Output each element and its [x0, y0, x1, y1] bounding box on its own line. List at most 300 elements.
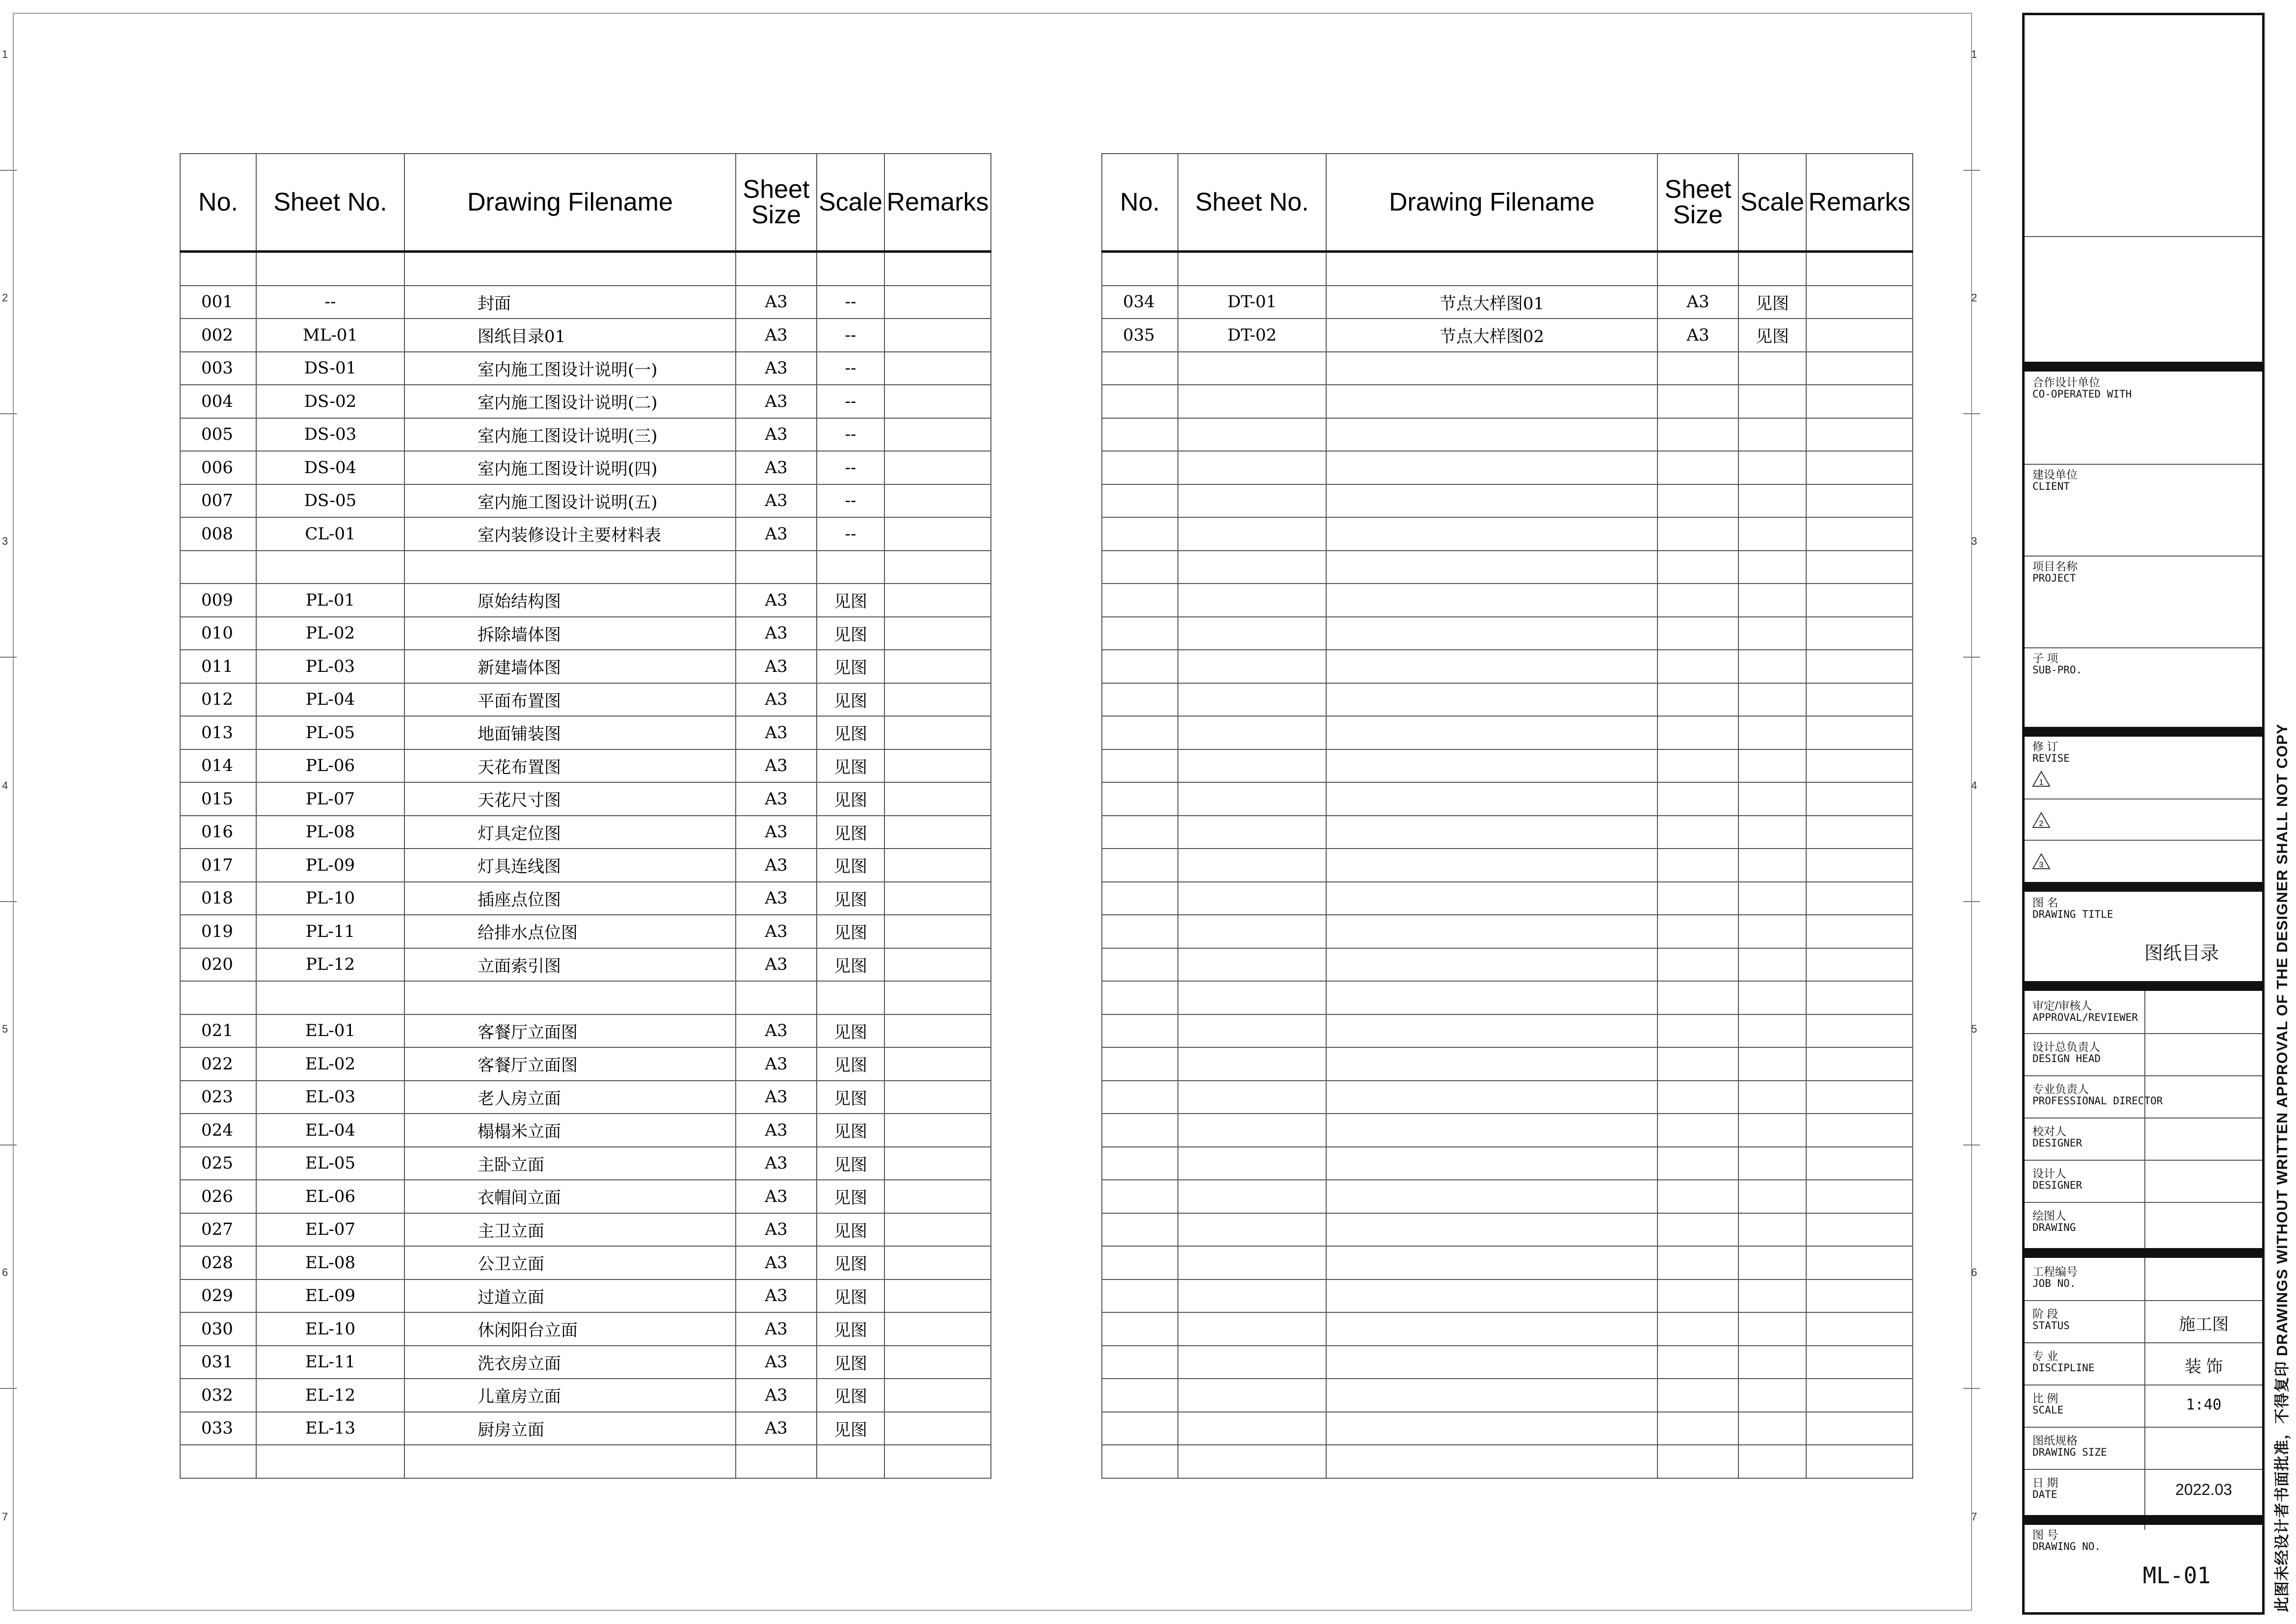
- cell-no: 034: [1102, 286, 1178, 319]
- cell-sheet-no: PL-07: [256, 782, 404, 816]
- cell-sheet-size: A3: [736, 1412, 817, 1445]
- cell-sheet-size: A3: [736, 782, 817, 816]
- cell-remarks: [884, 849, 991, 882]
- cell-drawing-filename: 室内施工图设计说明(二): [404, 385, 736, 418]
- cell-no: [1102, 1412, 1178, 1445]
- divider: [2025, 1075, 2262, 1076]
- cell-scale: [1738, 915, 1806, 948]
- cell-remarks: [884, 915, 991, 948]
- table-row: [1102, 484, 1913, 518]
- cell-sheet-size: A3: [736, 1147, 817, 1180]
- cell-sheet-no: EL-09: [256, 1279, 404, 1313]
- cell-remarks: [1806, 1014, 1913, 1048]
- cell-scale: [1738, 1412, 1806, 1445]
- cell-no: [1102, 517, 1178, 551]
- table-row: [180, 782, 991, 816]
- table-row: [1102, 1014, 1913, 1048]
- table-row: [180, 617, 991, 650]
- cell-scale: 见图: [817, 1081, 884, 1114]
- cell-remarks: [1806, 915, 1913, 948]
- divider: [2025, 1427, 2262, 1428]
- cell-sheet-size: [1657, 584, 1738, 617]
- cell-scale: [1738, 484, 1806, 518]
- cell-drawing-filename: [1326, 1213, 1657, 1247]
- cell-remarks: [884, 1047, 991, 1081]
- cell-sheet-size: [736, 981, 817, 1014]
- cell-no: 014: [180, 749, 256, 783]
- cell-sheet-no: DT-02: [1178, 319, 1326, 352]
- cell-scale: [1738, 716, 1806, 749]
- svg-text:3: 3: [2039, 861, 2044, 869]
- label-professional-director: 专业负责人 PROFESSIONAL DIRECTOR: [2032, 1083, 2163, 1107]
- cell-scale: --: [817, 418, 884, 452]
- cell-no: 001: [180, 286, 256, 319]
- divider-thick: [2025, 1248, 2262, 1258]
- cell-drawing-filename: 封面: [404, 286, 736, 319]
- cell-sheet-no: [256, 252, 404, 286]
- cell-sheet-no: PL-08: [256, 816, 404, 849]
- cell-remarks: [1806, 517, 1913, 551]
- table-row: [180, 517, 991, 551]
- cell-sheet-no: [1178, 1114, 1326, 1147]
- cell-drawing-filename: [1326, 749, 1657, 783]
- table-row: [1102, 1445, 1913, 1478]
- cell-remarks: [1806, 451, 1913, 484]
- cell-sheet-size: [1657, 1412, 1738, 1445]
- cell-scale: 见图: [817, 915, 884, 948]
- cell-remarks: [884, 1412, 991, 1445]
- cell-sheet-no: DS-03: [256, 418, 404, 452]
- cell-sheet-size: [1657, 749, 1738, 783]
- table-row: [180, 1147, 991, 1180]
- table-row: [180, 319, 991, 352]
- cell-scale: [1738, 1445, 1806, 1478]
- label-drawing-size: 图纸规格 DRAWING SIZE: [2032, 1434, 2107, 1458]
- cell-no: [1102, 915, 1178, 948]
- table-row: [180, 286, 991, 319]
- cell-drawing-filename: [1326, 617, 1657, 650]
- cell-sheet-size: A3: [736, 517, 817, 551]
- cell-scale: [1738, 1081, 1806, 1114]
- cell-sheet-size: [1657, 617, 1738, 650]
- cell-drawing-filename: 立面索引图: [404, 948, 736, 982]
- zone-tick: [1963, 170, 1980, 171]
- table-row: [1102, 319, 1913, 352]
- cell-no: [1102, 849, 1178, 882]
- cell-scale: 见图: [817, 1379, 884, 1412]
- label-job-no: 工程编号 JOB NO.: [2032, 1265, 2078, 1289]
- cell-no: 013: [180, 716, 256, 749]
- header-scale: Scale: [817, 154, 884, 252]
- cell-sheet-no: [1178, 1379, 1326, 1412]
- cell-remarks: [1806, 1047, 1913, 1081]
- cell-remarks: [1806, 1445, 1913, 1478]
- table-row: [1102, 517, 1913, 551]
- header-remarks: Remarks: [884, 154, 991, 252]
- table-row: [180, 1412, 991, 1445]
- cell-remarks: [884, 1147, 991, 1180]
- table-row: [1102, 749, 1913, 783]
- zone-mark-right: 6: [1971, 1266, 1977, 1278]
- cell-no: 006: [180, 451, 256, 484]
- cell-remarks: [884, 617, 991, 650]
- cell-scale: [1738, 1014, 1806, 1048]
- divider: [2025, 1300, 2262, 1301]
- divider: [2025, 464, 2262, 465]
- cell-no: [1102, 451, 1178, 484]
- cell-drawing-filename: 客餐厅立面图: [404, 1047, 736, 1081]
- cell-no: [1102, 1213, 1178, 1247]
- cell-sheet-size: [1657, 1147, 1738, 1180]
- cell-scale: [1738, 418, 1806, 452]
- cell-drawing-filename: 室内施工图设计说明(五): [404, 484, 736, 518]
- cell-drawing-filename: [1326, 517, 1657, 551]
- cell-scale: [817, 551, 884, 584]
- cell-drawing-filename: 公卫立面: [404, 1246, 736, 1279]
- cell-drawing-filename: [1326, 1180, 1657, 1213]
- cell-scale: --: [817, 352, 884, 385]
- cell-drawing-filename: [404, 981, 736, 1014]
- cell-remarks: [884, 749, 991, 783]
- cell-no: [1102, 385, 1178, 418]
- cell-drawing-filename: [1326, 1047, 1657, 1081]
- cell-drawing-filename: 儿童房立面: [404, 1379, 736, 1412]
- cell-remarks: [884, 319, 991, 352]
- cell-remarks: [1806, 1114, 1913, 1147]
- table-row: [180, 584, 991, 617]
- cell-sheet-size: A3: [736, 1312, 817, 1346]
- cell-remarks: [1806, 319, 1913, 352]
- cell-sheet-size: [1657, 1180, 1738, 1213]
- cell-scale: 见图: [817, 1213, 884, 1247]
- cell-remarks: [884, 1312, 991, 1346]
- cell-remarks: [1806, 286, 1913, 319]
- table-row: [180, 1081, 991, 1114]
- cell-remarks: [1806, 584, 1913, 617]
- cell-sheet-no: [1178, 650, 1326, 683]
- cell-remarks: [884, 352, 991, 385]
- cell-remarks: [884, 1279, 991, 1313]
- cell-sheet-size: [1657, 418, 1738, 452]
- table-header-row: [180, 154, 991, 252]
- cell-scale: 见图: [817, 1147, 884, 1180]
- table-row: [180, 1312, 991, 1346]
- header-drawing-filename: Drawing Filename: [1326, 154, 1657, 252]
- table-row: [1102, 1180, 1913, 1213]
- cell-remarks: [884, 517, 991, 551]
- cell-no: 009: [180, 584, 256, 617]
- cell-scale: --: [817, 286, 884, 319]
- table-row: [180, 816, 991, 849]
- cell-sheet-size: A3: [736, 816, 817, 849]
- cell-sheet-no: EL-03: [256, 1081, 404, 1114]
- table-row: [180, 882, 991, 915]
- cell-sheet-size: [1657, 981, 1738, 1014]
- cell-sheet-no: PL-06: [256, 749, 404, 783]
- cell-no: 012: [180, 683, 256, 717]
- revision-1-icon: [2031, 770, 2051, 788]
- cell-sheet-size: A3: [736, 286, 817, 319]
- zone-mark-left: 1: [2, 48, 8, 60]
- cell-drawing-filename: 新建墙体图: [404, 650, 736, 683]
- cell-scale: --: [817, 385, 884, 418]
- cell-scale: [1738, 1114, 1806, 1147]
- cell-sheet-size: [736, 551, 817, 584]
- cell-remarks: [1806, 551, 1913, 584]
- header-sheet-no: Sheet No.: [1178, 154, 1326, 252]
- cell-scale: 见图: [817, 617, 884, 650]
- cell-no: [1102, 1312, 1178, 1346]
- cell-sheet-size: [1657, 252, 1738, 286]
- cell-sheet-no: [256, 1445, 404, 1478]
- cell-scale: [817, 252, 884, 286]
- cell-remarks: [1806, 749, 1913, 783]
- cell-sheet-no: PL-09: [256, 849, 404, 882]
- cell-no: 033: [180, 1412, 256, 1445]
- cell-sheet-no: EL-11: [256, 1346, 404, 1379]
- cell-drawing-filename: [1326, 1014, 1657, 1048]
- divider: [2025, 1342, 2262, 1343]
- header-sheet-size-line2: Size: [751, 201, 801, 229]
- label-discipline: 专 业 DISCIPLINE: [2032, 1350, 2095, 1374]
- cell-no: [1102, 948, 1178, 982]
- cell-no: [1102, 1081, 1178, 1114]
- cell-drawing-filename: [1326, 1445, 1657, 1478]
- table-row: [1102, 551, 1913, 584]
- cell-drawing-filename: [1326, 1081, 1657, 1114]
- cell-drawing-filename: 室内施工图设计说明(四): [404, 451, 736, 484]
- table-row: [180, 484, 991, 518]
- cell-remarks: [884, 782, 991, 816]
- cell-remarks: [884, 716, 991, 749]
- cell-sheet-size: [1657, 385, 1738, 418]
- divider-thick: [2025, 727, 2262, 737]
- cell-drawing-filename: 主卧立面: [404, 1147, 736, 1180]
- cell-remarks: [884, 683, 991, 717]
- zone-tick: [1963, 901, 1980, 902]
- cell-scale: [1738, 948, 1806, 982]
- table-row: [1102, 1081, 1913, 1114]
- svg-text:1: 1: [2039, 778, 2044, 787]
- zone-mark-left: 5: [2, 1023, 8, 1035]
- cell-sheet-no: DS-01: [256, 352, 404, 385]
- cell-drawing-filename: 厨房立面: [404, 1412, 736, 1445]
- cell-no: [180, 551, 256, 584]
- cell-drawing-filename: 节点大样图01: [1326, 286, 1657, 319]
- table-row: [180, 1047, 991, 1081]
- cell-no: [1102, 782, 1178, 816]
- cell-drawing-filename: [1326, 816, 1657, 849]
- label-drawing-no: 图 号 DRAWING NO.: [2032, 1528, 2101, 1552]
- cell-sheet-size: A3: [736, 617, 817, 650]
- cell-sheet-no: PL-11: [256, 915, 404, 948]
- table-row: [1102, 1279, 1913, 1313]
- label-drawing-title: 图 名 DRAWING TITLE: [2032, 896, 2113, 920]
- table-row: [1102, 1213, 1913, 1247]
- header-sheet-no: Sheet No.: [256, 154, 404, 252]
- cell-drawing-filename: [404, 1445, 736, 1478]
- cell-scale: 见图: [817, 1312, 884, 1346]
- cell-sheet-no: EL-04: [256, 1114, 404, 1147]
- cell-sheet-size: [1657, 1279, 1738, 1313]
- label-cooperated: 合作设计单位 CO-OPERATED WITH: [2032, 376, 2132, 400]
- cell-drawing-filename: [1326, 683, 1657, 717]
- cell-drawing-filename: 客餐厅立面图: [404, 1014, 736, 1048]
- cell-sheet-no: [1178, 617, 1326, 650]
- cell-scale: [1738, 1047, 1806, 1081]
- label-scale: 比 例 SCALE: [2032, 1392, 2064, 1416]
- divider: [2025, 556, 2262, 557]
- cell-sheet-no: DT-01: [1178, 286, 1326, 319]
- cell-no: 007: [180, 484, 256, 518]
- cell-sheet-size: [1657, 517, 1738, 551]
- cell-sheet-no: [1178, 1147, 1326, 1180]
- divider: [2025, 647, 2262, 648]
- cell-drawing-filename: 节点大样图02: [1326, 319, 1657, 352]
- cell-scale: [1738, 981, 1806, 1014]
- cell-no: [1102, 1047, 1178, 1081]
- cell-remarks: [1806, 617, 1913, 650]
- label-approval: 审定/审核人 APPROVAL/REVIEWER: [2032, 999, 2138, 1023]
- cell-no: [1102, 484, 1178, 518]
- cell-drawing-filename: 洗衣房立面: [404, 1346, 736, 1379]
- cell-scale: [1738, 1379, 1806, 1412]
- cell-sheet-size: A3: [736, 319, 817, 352]
- cell-scale: [1738, 517, 1806, 551]
- cell-drawing-filename: [1326, 385, 1657, 418]
- cell-sheet-size: [1657, 484, 1738, 518]
- cell-sheet-no: [1178, 683, 1326, 717]
- cell-remarks: [1806, 683, 1913, 717]
- cell-remarks: [884, 882, 991, 915]
- table-row: [180, 451, 991, 484]
- cell-no: 010: [180, 617, 256, 650]
- cell-no: 018: [180, 882, 256, 915]
- cell-drawing-filename: 平面布置图: [404, 683, 736, 717]
- cell-no: [1102, 1279, 1178, 1313]
- cell-scale: 见图: [817, 1180, 884, 1213]
- cell-sheet-no: [1178, 1047, 1326, 1081]
- table-row: [1102, 418, 1913, 452]
- cell-remarks: [884, 1081, 991, 1114]
- cell-drawing-filename: [1326, 252, 1657, 286]
- cell-remarks: [884, 948, 991, 982]
- cell-no: [1102, 1014, 1178, 1048]
- header-sheet-size-line1: Sheet: [1664, 175, 1732, 204]
- cell-sheet-no: [1178, 551, 1326, 584]
- label-status: 阶 段 STATUS: [2032, 1307, 2070, 1331]
- divider-thick: [2025, 362, 2262, 372]
- cell-scale: [1738, 683, 1806, 717]
- cell-remarks: [884, 451, 991, 484]
- cell-no: [1102, 650, 1178, 683]
- cell-no: [1102, 1246, 1178, 1279]
- cell-remarks: [1806, 981, 1913, 1014]
- cell-drawing-filename: 地面铺装图: [404, 716, 736, 749]
- cell-sheet-size: [736, 1445, 817, 1478]
- table-row: [180, 551, 991, 584]
- cell-scale: 见图: [817, 1412, 884, 1445]
- cell-sheet-size: A3: [736, 650, 817, 683]
- cell-no: [1102, 1147, 1178, 1180]
- table-row: [1102, 915, 1913, 948]
- cell-no: [1102, 617, 1178, 650]
- cell-drawing-filename: [1326, 1312, 1657, 1346]
- divider: [2025, 1469, 2262, 1470]
- table-row: [180, 849, 991, 882]
- table-row: [180, 1014, 991, 1048]
- cell-scale: [1738, 650, 1806, 683]
- table-row: [1102, 1379, 1913, 1412]
- zone-mark-right: 7: [1971, 1511, 1977, 1523]
- cell-drawing-filename: 图纸目录01: [404, 319, 736, 352]
- cell-drawing-filename: [1326, 716, 1657, 749]
- cell-scale: 见图: [1738, 286, 1806, 319]
- cell-no: 011: [180, 650, 256, 683]
- cell-scale: [1738, 1279, 1806, 1313]
- cell-sheet-size: [736, 252, 817, 286]
- cell-no: 023: [180, 1081, 256, 1114]
- cell-drawing-filename: [1326, 882, 1657, 915]
- cell-sheet-size: A3: [736, 882, 817, 915]
- cell-sheet-no: [1178, 1312, 1326, 1346]
- table-row: [1102, 252, 1913, 286]
- cell-sheet-size: [1657, 1246, 1738, 1279]
- table-row: [1102, 882, 1913, 915]
- cell-no: [1102, 981, 1178, 1014]
- cell-remarks: [1806, 1147, 1913, 1180]
- cell-no: 027: [180, 1213, 256, 1247]
- cell-sheet-size: A3: [736, 915, 817, 948]
- cell-sheet-no: EL-06: [256, 1180, 404, 1213]
- divider: [2025, 1033, 2262, 1034]
- cell-drawing-filename: 天花尺寸图: [404, 782, 736, 816]
- cell-scale: [1738, 617, 1806, 650]
- label-checker: 校对人 DESIGNER: [2032, 1125, 2082, 1149]
- table-row: [1102, 1312, 1913, 1346]
- cell-scale: 见图: [817, 948, 884, 982]
- cell-scale: 见图: [817, 1047, 884, 1081]
- cell-no: [1102, 1379, 1178, 1412]
- cell-sheet-size: A3: [736, 1246, 817, 1279]
- cell-sheet-no: [1178, 451, 1326, 484]
- cell-scale: [1738, 451, 1806, 484]
- cell-sheet-size: [1657, 352, 1738, 385]
- cell-scale: 见图: [817, 816, 884, 849]
- cell-sheet-size: [1657, 948, 1738, 982]
- cell-drawing-filename: [1326, 484, 1657, 518]
- cell-scale: --: [817, 319, 884, 352]
- table-row: [180, 650, 991, 683]
- cell-drawing-filename: [1326, 915, 1657, 948]
- cell-sheet-no: PL-05: [256, 716, 404, 749]
- cell-no: 028: [180, 1246, 256, 1279]
- cell-scale: 见图: [817, 782, 884, 816]
- cell-sheet-no: [1178, 716, 1326, 749]
- cell-scale: [1738, 584, 1806, 617]
- cell-no: 031: [180, 1346, 256, 1379]
- cell-sheet-size: A3: [736, 749, 817, 783]
- cell-no: 021: [180, 1014, 256, 1048]
- cell-sheet-size: A3: [1657, 286, 1738, 319]
- cell-sheet-size: [1657, 1114, 1738, 1147]
- cell-remarks: [884, 816, 991, 849]
- table-row: [1102, 981, 1913, 1014]
- cell-sheet-no: EL-01: [256, 1014, 404, 1048]
- zone-mark-left: 2: [2, 292, 8, 304]
- header-sheet-size: [736, 154, 817, 252]
- cell-sheet-no: [1178, 816, 1326, 849]
